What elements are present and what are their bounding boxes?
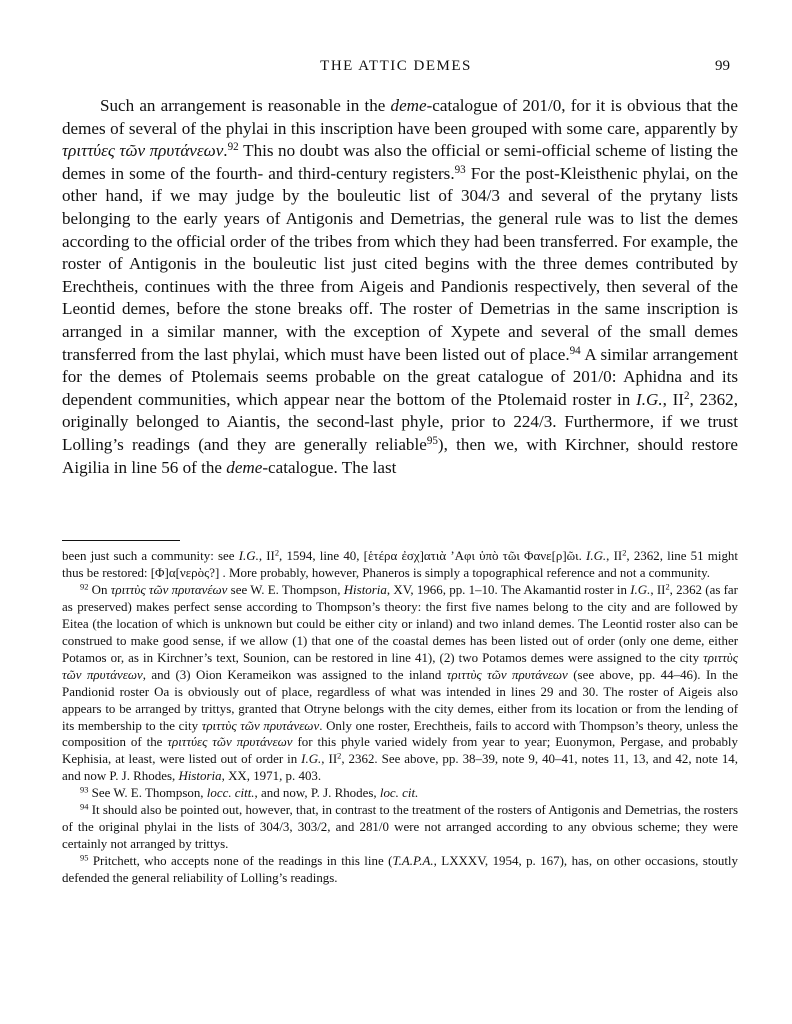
footnote-93: $^{93}$ See W. E. Thompson, locc. citt., and now, P. J. Rhodes, loc. cit. <box>80 785 419 801</box>
footnote-ref-95: 95 <box>426 434 438 447</box>
footnote-92: $^{92}$ On τριττὺς τῶν πρυτανέων see W. E. Thompson, Historia, XV, 1966, pp. 1–10. The Akamantid roster in I.G., $II^2$, 2362 (as far as preserved) makes perfect sense according to Thompson’s theory: the first five names belong to the city and are followed by Eitea (the location of which is unknown but could be either city or inland) and two inland demes. The Leontid roster also can be construed to make good sense, if we allow (1) that one of the coastal demes has been listed out of order (only one deme, either Potamos or, as in Kirchner’s text, Sounion, can be restored in line 41), (2) two Potamos demes were assigned to the city τριττὺς τῶν πρυτάνεων, and (3) Oion Kerameikon was assigned to the inland τριττὺς τῶν πρυτάνεων (see above, pp. 44–46). In the Pandionid roster Oa is obviously out of place, regardless of what was intended in lines 29 and 30. The roster of Aigeis also appears to be arranged by trittys, granted that Otryne belongs with the city demes, either from its location or from the lending of its membership to the city τριττὺς τῶν πρυτάνεων. Only one roster, Erechtheis, fails to accord with Thompson’s theory, unless the composition of the τριττύες τῶν πρυτάνεων for this phyle varied widely from year to year; Euonymon, Pergase, and probably Kephisia, at least, were listed out of order in I.G., $II^2$, 2362. See above, pp. 38–39, note 9, 40–41, notes 11, 13, and 42, note 14, and now P. J. Rhodes, Historia, XX, 1971, p. 403. <box>62 581 738 784</box>
footnote-95: $^{95}$ Pritchett, who accepts none of the readings in this line (T.A.P.A., LXXXV, 1954, p. 167), has, on other occasions, stoutly defended the general reliability of Lolling’s readings. <box>62 853 738 886</box>
main-paragraph: Such an arrangement is reasonable in the deme-catalogue of 201/0, for it is obvious that the demes of several of the phylai in this inscription have been grouped with some care, apparently by τριττύες τῶν πρυτάνεων.$^{92}$ This no doubt was also the official or semi-official scheme of listing the demes in some of the fourth- and third-century registers.$^{93}$ For the post-Kleisthenic phylai, on the other hand, if we may judge by the bouleutic list of 304/3 and several of the prytany lists belonging to the early years of Antigonis and Demetrias, the general rule was to list the demes according to the official order of the tribes from which they had been transferred. For example, the roster of Antigonis in the bouleutic list just cited begins with the three demes contributed by Erechtheis, continues with the three from Aigeis and Pandionis respectively, then several of the Leontid demes, before the stone breaks off. The roster of Demetrias in the same inscription is arranged in a similar manner, with the exception of Xypete and several of the small demes transferred from the last phylai, which must have been listed out of place.$^{94}$ A similar arrangement for the demes of Ptolemais seems probable on the great catalogue of 201/0: Aphidna and its dependent communities, which appear near the bottom of the Ptolemaid roster in I.G., $II^2$, 2362, originally belonged to Aiantis, the second-last phyle, prior to 224/3. Furthermore, if we trust Lolling’s readings (and they are generally reliable$^{95}$), then we, with Kirchner, should restore Aigilia in line 56 of the deme-catalogue. The last <box>62 96 739 477</box>
running-title: THE ATTIC DEMES <box>320 58 472 74</box>
footnote-divider <box>62 540 180 541</box>
footnotes <box>62 548 738 887</box>
footnote-ref-93: 93 <box>454 163 466 176</box>
footnote-94: $^{94}$ It should also be pointed out, however, that, in contrast to the treatment of the rosters of Antigonis and Demetrias, the rosters of the original phylai in the lists of 304/3, 303/2, and 281/0 were not arranged according to any obvious scheme; they were certainly not arranged by trittys. <box>62 802 738 852</box>
page-header <box>62 58 730 80</box>
footnote-ref-94: 94 <box>569 344 581 357</box>
footnote-continuation: been just such a community: see I.G., $II^2$, 1594, line 40, [ἑτέρα ἐσχ]ατιὰ ’Αφι ὑπὸ τῶι Φανε[ρ]ῶι. I.G., $II^2$, 2362, line 51 might thus be restored: [Φ]α[νερὸς?] . More probably, however, Phaneros is simply a topographical reference and not a community. <box>62 548 738 580</box>
footnote-ref-92: 92 <box>227 141 239 154</box>
page-number: 99 <box>715 58 730 74</box>
greek-phrase: τριττύες τῶν πρυτάνεων <box>62 141 224 161</box>
